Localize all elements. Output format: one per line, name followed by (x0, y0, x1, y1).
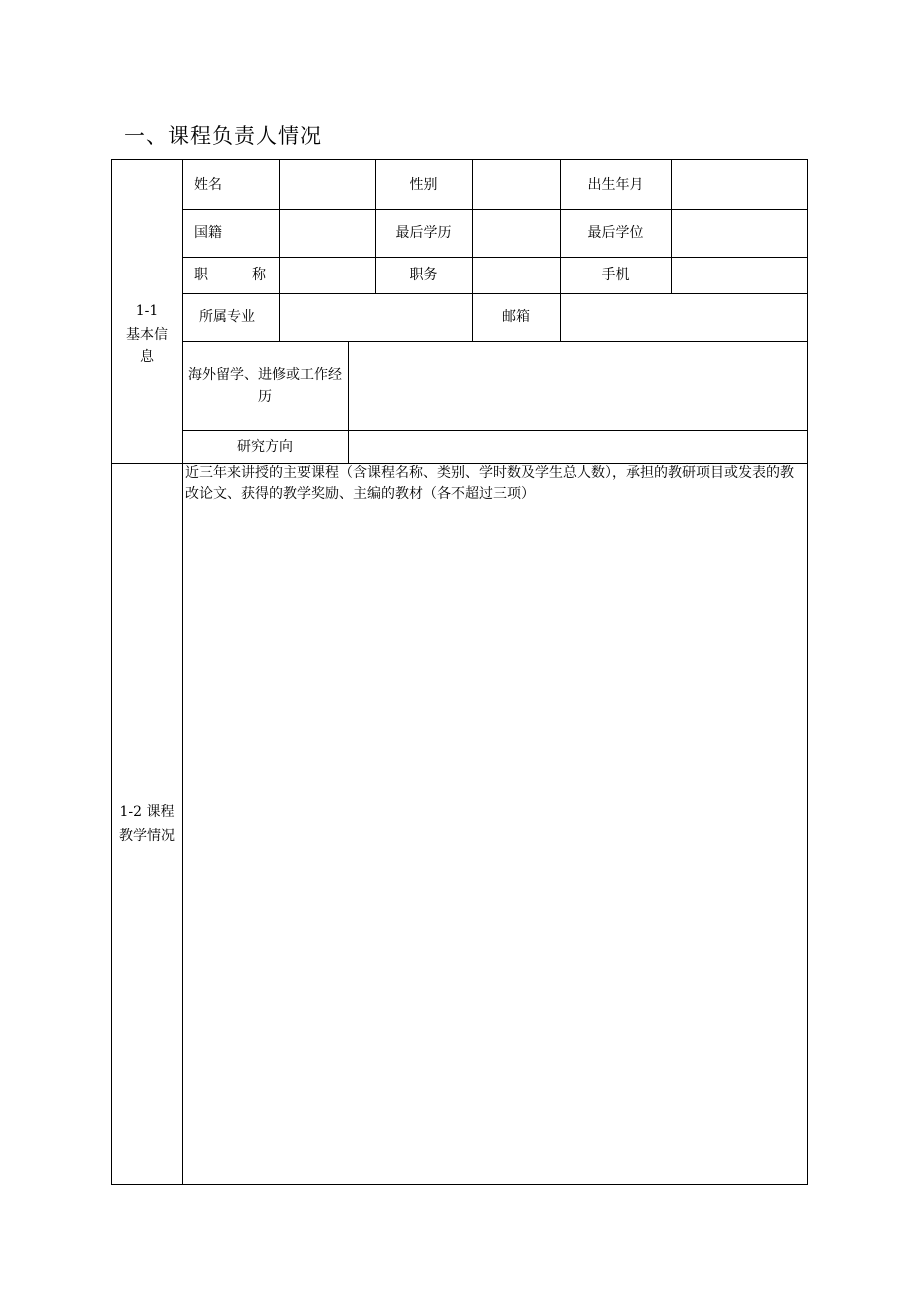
birth-date-label: 出生年月 (587, 176, 644, 193)
nationality-label: 国籍 (194, 225, 222, 241)
phone-label: 手机 (601, 267, 630, 283)
email-field[interactable] (560, 293, 807, 341)
degree-field[interactable] (671, 209, 807, 257)
overseas-experience-field[interactable] (348, 341, 807, 430)
phone-field[interactable] (671, 257, 807, 293)
research-direction-label: 研究方向 (237, 438, 293, 455)
research-direction-field[interactable] (348, 430, 807, 463)
major-label: 所属专业 (199, 309, 255, 325)
major-field[interactable] (279, 293, 472, 341)
gender-field[interactable] (472, 160, 560, 209)
position-label: 职务 (409, 267, 438, 283)
name-field[interactable] (279, 160, 375, 209)
teaching-section-label: 1-2 课程 教学情况 (119, 803, 175, 844)
position-field[interactable] (472, 257, 560, 293)
birth-date-field[interactable] (671, 160, 807, 209)
education-label: 最后学历 (395, 225, 452, 241)
name-label: 姓名 (194, 176, 222, 193)
email-label: 邮箱 (502, 309, 530, 325)
professional-title-field[interactable] (279, 257, 375, 293)
education-field[interactable] (472, 209, 560, 257)
teaching-content-area[interactable] (183, 507, 807, 1184)
nationality-field[interactable] (279, 209, 375, 257)
degree-label: 最后学位 (587, 225, 644, 241)
basic-info-section-label: 1-1 基本信 息 (126, 302, 168, 365)
gender-label: 性别 (409, 176, 438, 193)
teaching-description: 近三年来讲授的主要课程（含课程名称、类别、学时数及学生总人数），承担的教研项目或发表的教改论文、获得的教学奖励、主编的教材（各不超过三项） (185, 465, 794, 502)
course-leader-form (111, 159, 808, 1185)
overseas-experience-label: 海外留学、进修或工作经历 (188, 366, 342, 405)
professional-title-label: 职 称 (194, 267, 266, 283)
section-title: 一、课程负责人情况 (124, 124, 322, 148)
